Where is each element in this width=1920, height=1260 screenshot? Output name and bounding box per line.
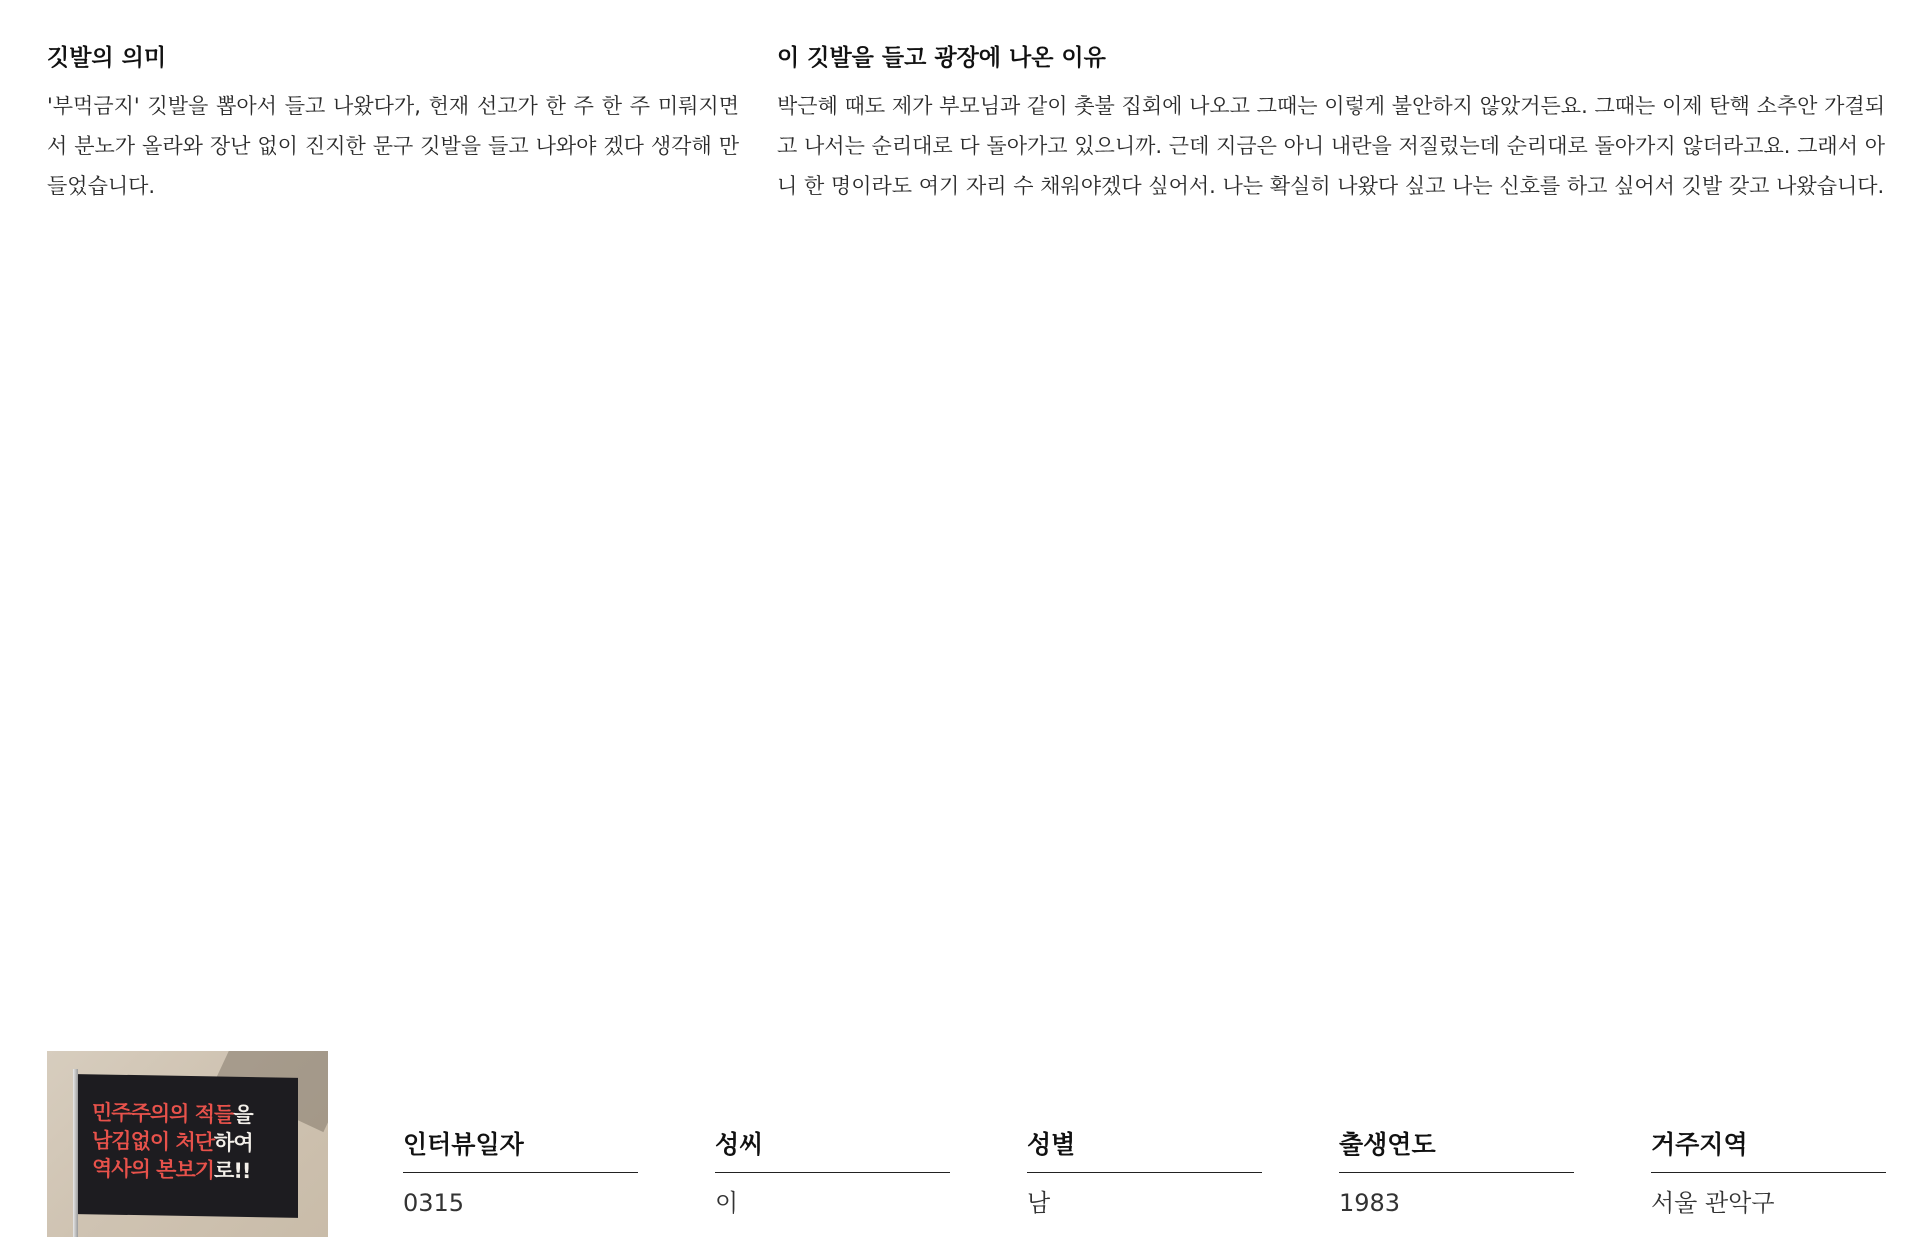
flag-cloth bbox=[78, 1074, 298, 1218]
info-value: 이 bbox=[715, 1189, 739, 1217]
info-value: 남 bbox=[1027, 1189, 1051, 1217]
reason-text: 박근혜 때도 제가 부모님과 같이 촛불 집회에 나오고 그때는 이렇게 불안하지 않았거든요. 그때는 이제 탄핵 소추안 가결되고 나서는 순리대로 다 돌아가고 있으니까. 근데 지금은 아니 내란을 저질렀는데 순리대로 돌아가지 않더라고요. 그래서 아니 한 명이라도 여기 자리 수 채워야겠다 싶어서. 나는 확실히 나왔다 싶고 나는 신호를 하고 싶어서 깃발 갖고 나왔습니다. bbox=[777, 94, 1885, 198]
info-value: 1983 bbox=[1339, 1189, 1401, 1217]
info-label: 성별 bbox=[1027, 1128, 1262, 1173]
flag-text-line-2: 남김없이 처단하여 bbox=[92, 1128, 253, 1156]
info-residence bbox=[1651, 1128, 1886, 1219]
info-gender bbox=[1027, 1128, 1262, 1219]
flag-meaning-title: 깃발의 의미 bbox=[47, 45, 167, 71]
info-surname bbox=[715, 1128, 950, 1219]
info-label: 거주지역 bbox=[1651, 1128, 1886, 1173]
flag-meaning-section bbox=[47, 42, 739, 206]
flag-photo bbox=[47, 1051, 328, 1237]
info-label: 출생연도 bbox=[1339, 1128, 1574, 1173]
info-value: 서울 관악구 bbox=[1651, 1189, 1775, 1217]
reason-title: 이 깃발을 들고 광장에 나온 이유 bbox=[777, 45, 1106, 71]
reason-section bbox=[777, 42, 1885, 206]
flag-text-line-3: 역사의 본보기로!! bbox=[92, 1156, 251, 1184]
info-interview-date bbox=[403, 1128, 638, 1219]
flag-text-line-1: 민주주의의 적들을 bbox=[92, 1100, 253, 1128]
info-label: 성씨 bbox=[715, 1128, 950, 1173]
flag-meaning-text: '부먹금지' 깃발을 뽑아서 들고 나왔다가, 헌재 선고가 한 주 한 주 미뤄지면서 분노가 올라와 장난 없이 진지한 문구 깃발을 들고 나와야 겠다 생각해 만들었습니다. bbox=[47, 94, 739, 198]
info-label: 인터뷰일자 bbox=[403, 1128, 638, 1173]
info-birth-year bbox=[1339, 1128, 1574, 1219]
info-value: 0315 bbox=[403, 1189, 465, 1217]
